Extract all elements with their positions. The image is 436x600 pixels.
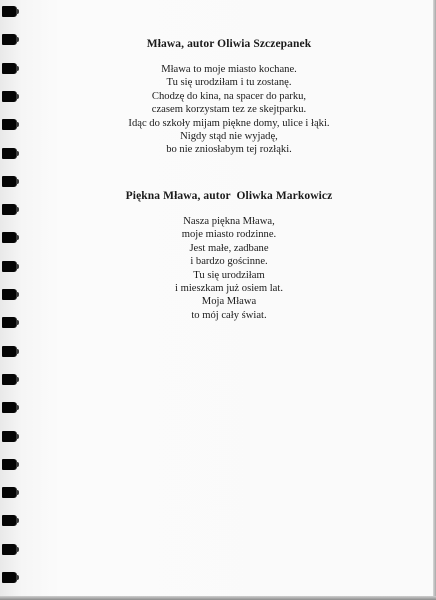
binding-ring [2, 91, 16, 102]
binding-ring [2, 204, 16, 215]
binding-ring [2, 431, 16, 442]
poem-line: i mieszkam już osiem lat. [175, 283, 283, 295]
binding-ring [2, 232, 16, 243]
binding-ring [2, 374, 16, 385]
poem-line: Idąc do szkoły mijam piękne domy, ulice i łąki. [128, 117, 330, 129]
poem-title: Mława, autor Oliwia Szczepanek [146, 38, 312, 50]
poem-line: i bardzo gościnne. [190, 256, 268, 268]
poem-line: Moja Mława [201, 296, 257, 308]
poem-line: Jest małe, zadbane [189, 242, 269, 254]
poem-line: Tu się urodziłam i tu zostanę. [166, 77, 292, 89]
poem-block-1 [22, 38, 436, 157]
binding-ring [2, 459, 16, 470]
poem-line: Tu się urodziłam [193, 269, 265, 281]
binding-ring [2, 289, 16, 300]
binding-ring [2, 34, 16, 45]
binding-ring [2, 572, 16, 583]
binding-ring [2, 176, 16, 187]
poem-line: Nasza piękna Mława, [183, 216, 275, 227]
binding-ring [2, 515, 16, 526]
binding-ring [2, 6, 16, 17]
binding-ring [2, 346, 16, 357]
poem-block-2 [22, 190, 436, 322]
poem-line: czasem korzystam tez ze skejtparku. [151, 104, 307, 116]
binding-ring [2, 63, 16, 74]
poem-title: Piękna Mława, autor Oliwka Markowicz [125, 190, 333, 202]
binding-ring [2, 317, 16, 328]
poem-line: Chodzę do kina, na spacer do parku, [151, 90, 307, 102]
poem-line: Mława to moje miasto kochane. [161, 64, 297, 75]
binding-ring [2, 119, 16, 130]
binding-ring [2, 487, 16, 498]
binding-ring [2, 148, 16, 159]
poem-line: to mój cały świat. [191, 309, 267, 321]
binding-ring [2, 261, 16, 272]
poem-line: bo nie zniosłabym tej rozłąki. [166, 144, 292, 156]
spiral-binding [0, 0, 22, 600]
binding-ring [2, 402, 16, 413]
binding-ring [2, 544, 16, 555]
page-edge-bottom [0, 596, 436, 600]
poem-line: Nigdy stąd nie wyjadę, [180, 131, 278, 143]
poem-line: moje miasto rodzinne. [181, 229, 277, 241]
